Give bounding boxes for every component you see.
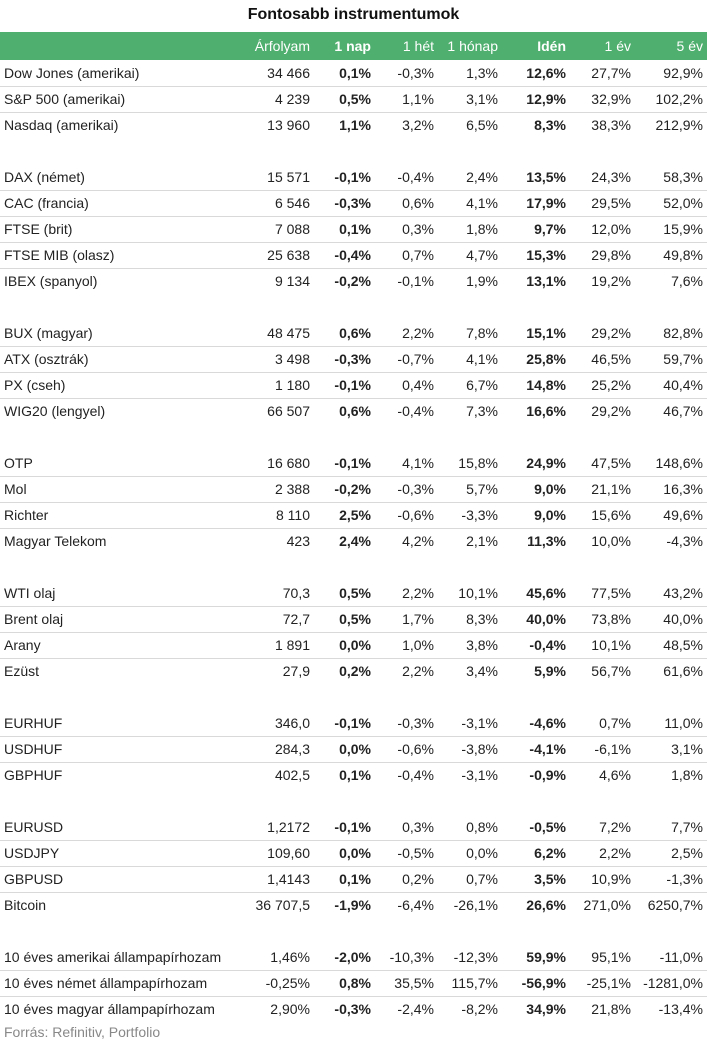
change-1month: 1,9% — [466, 273, 498, 290]
change-1day: -2,0% — [314, 944, 375, 970]
change-5year: -11,0% — [635, 944, 707, 970]
change-1month: -26,1% — [453, 897, 498, 914]
header-ytd: Idén — [537, 38, 566, 54]
change-1month: 7,8% — [438, 320, 502, 346]
change-1day: 0,1% — [339, 767, 371, 784]
change-ytd: 45,6% — [502, 580, 570, 606]
table-row — [0, 710, 707, 736]
change-1week: 2,2% — [375, 320, 438, 346]
table-row — [0, 762, 707, 788]
price: 66 507 — [267, 403, 310, 420]
change-1month: -3,8% — [438, 736, 502, 762]
change-1week: 0,6% — [375, 190, 438, 216]
instrument-name: 10 éves német állampapírhozam — [0, 970, 252, 996]
change-1day: 0,0% — [314, 736, 375, 762]
change-5year: 148,6% — [635, 450, 707, 476]
change-1year: 271,0% — [583, 897, 631, 914]
change-1month: 2,4% — [438, 164, 502, 190]
table-row — [0, 606, 707, 632]
instrument-name: BUX (magyar) — [0, 320, 252, 346]
change-1year: 10,1% — [570, 632, 635, 658]
change-5year: 11,0% — [635, 710, 707, 736]
change-5year: 48,5% — [635, 632, 707, 658]
change-1year: 21,1% — [570, 476, 635, 502]
table-row — [0, 632, 707, 658]
change-ytd: 8,3% — [534, 117, 566, 134]
change-1day: 0,5% — [314, 86, 375, 112]
table-row — [0, 164, 707, 190]
table-row — [0, 86, 707, 112]
change-1week: 0,2% — [375, 866, 438, 892]
price: 16 680 — [252, 450, 314, 476]
change-ytd: -0,9% — [529, 767, 566, 784]
price: 2,90% — [270, 1001, 310, 1018]
change-1month: -3,1% — [438, 710, 502, 736]
instrument-name: Dow Jones (amerikai) — [0, 60, 252, 86]
price: 109,60 — [252, 840, 314, 866]
table-row — [0, 528, 707, 554]
instrument-name: EURHUF — [0, 710, 252, 736]
price: 2 388 — [252, 476, 314, 502]
change-1week: 0,3% — [375, 216, 438, 242]
price: 8 110 — [252, 502, 314, 528]
change-1month: 0,8% — [438, 814, 502, 840]
change-1month: 6,7% — [438, 372, 502, 398]
change-1day: -0,3% — [314, 346, 375, 372]
change-1day: -0,3% — [314, 190, 375, 216]
change-1year: 95,1% — [570, 944, 635, 970]
change-ytd: -4,6% — [502, 710, 570, 736]
change-1year: 2,2% — [570, 840, 635, 866]
change-1week: 2,2% — [402, 663, 434, 680]
instrument-name: 10 éves amerikai állampapírhozam — [0, 944, 252, 970]
change-ytd: 12,9% — [502, 86, 570, 112]
change-1year: 19,2% — [591, 273, 631, 290]
table-row — [0, 320, 707, 346]
instrument-name: ATX (osztrák) — [0, 346, 252, 372]
table-row — [0, 216, 707, 242]
instrument-name: WTI olaj — [0, 580, 252, 606]
table-row — [0, 892, 707, 918]
change-5year: 46,7% — [663, 403, 703, 420]
header-price: Árfolyam — [254, 38, 310, 54]
change-5year: 82,8% — [635, 320, 707, 346]
change-1day: -0,1% — [314, 710, 375, 736]
change-5year: -4,3% — [666, 533, 703, 550]
change-ytd: 13,5% — [502, 164, 570, 190]
change-5year: 212,9% — [655, 117, 703, 134]
change-1month: 6,5% — [466, 117, 498, 134]
change-1week: -0,7% — [375, 346, 438, 372]
change-ytd: -0,5% — [502, 814, 570, 840]
change-1year: 29,2% — [591, 403, 631, 420]
change-1year: 15,6% — [570, 502, 635, 528]
change-1day: -0,2% — [314, 476, 375, 502]
change-1week: -0,6% — [375, 736, 438, 762]
group-spacer — [0, 554, 707, 580]
table-row — [0, 190, 707, 216]
group-spacer — [0, 138, 707, 164]
change-1week: 0,7% — [375, 242, 438, 268]
change-1month: 4,1% — [438, 346, 502, 372]
change-1year: 21,8% — [591, 1001, 631, 1018]
group-spacer — [0, 294, 707, 320]
change-1year: 27,7% — [570, 60, 635, 86]
change-1day: 0,0% — [314, 632, 375, 658]
change-1month: 7,3% — [466, 403, 498, 420]
price: 1 891 — [252, 632, 314, 658]
change-1year: 38,3% — [591, 117, 631, 134]
change-1day: 0,6% — [339, 403, 371, 420]
table-row — [0, 840, 707, 866]
change-5year: 2,5% — [635, 840, 707, 866]
instrument-name: CAC (francia) — [0, 190, 252, 216]
change-ytd: 3,5% — [502, 866, 570, 892]
change-1week: -10,3% — [375, 944, 438, 970]
instrument-name: GBPUSD — [0, 866, 252, 892]
header-1month: 1 hónap — [447, 38, 498, 54]
change-5year: 1,8% — [671, 767, 703, 784]
change-5year: 3,1% — [635, 736, 707, 762]
change-ytd: 13,1% — [526, 273, 566, 290]
change-1week: 1,0% — [375, 632, 438, 658]
change-1week: 4,1% — [375, 450, 438, 476]
price: 402,5 — [274, 767, 310, 784]
price: 34 466 — [252, 60, 314, 86]
price: 72,7 — [252, 606, 314, 632]
change-5year: 59,7% — [635, 346, 707, 372]
group-spacer — [0, 918, 707, 944]
table-header-row — [0, 32, 707, 60]
change-1month: 0,0% — [438, 840, 502, 866]
change-1month: 10,1% — [438, 580, 502, 606]
table-row — [0, 112, 707, 138]
change-1week: 0,3% — [375, 814, 438, 840]
change-5year: 49,6% — [635, 502, 707, 528]
change-1month: -8,2% — [461, 1001, 498, 1018]
change-1year: 29,5% — [570, 190, 635, 216]
change-1week: -0,4% — [375, 164, 438, 190]
change-ytd: 15,1% — [502, 320, 570, 346]
instrument-name: FTSE MIB (olasz) — [0, 242, 252, 268]
price: 36 707,5 — [255, 897, 310, 914]
instrument-name: Richter — [0, 502, 252, 528]
page-title: Fontosabb instrumentumok — [247, 6, 460, 23]
change-1day: -0,3% — [334, 1001, 371, 1018]
price: 9 134 — [274, 273, 310, 290]
change-5year: 102,2% — [635, 86, 707, 112]
change-1week: 1,1% — [375, 86, 438, 112]
price: 1,2172 — [252, 814, 314, 840]
change-1month: 1,3% — [438, 60, 502, 86]
change-ytd: -4,1% — [502, 736, 570, 762]
change-1week: -0,3% — [375, 710, 438, 736]
instruments-table — [0, 32, 707, 1022]
change-1day: 0,5% — [314, 606, 375, 632]
change-1year: 24,3% — [570, 164, 635, 190]
table-row — [0, 476, 707, 502]
table-row — [0, 450, 707, 476]
change-1year: 46,5% — [570, 346, 635, 372]
change-ytd: 17,9% — [502, 190, 570, 216]
change-1week: -0,4% — [397, 403, 434, 420]
change-1month: 8,3% — [438, 606, 502, 632]
table-row — [0, 970, 707, 996]
change-1year: 4,6% — [599, 767, 631, 784]
table-row — [0, 996, 707, 1022]
instrument-name: Arany — [0, 632, 252, 658]
change-1week: -2,4% — [397, 1001, 434, 1018]
table-row — [0, 580, 707, 606]
price: 346,0 — [252, 710, 314, 736]
table-row — [0, 398, 707, 424]
price: -0,25% — [252, 970, 314, 996]
change-1year: 10,0% — [591, 533, 631, 550]
change-ytd: 14,8% — [502, 372, 570, 398]
price: 284,3 — [252, 736, 314, 762]
change-1week: 0,4% — [375, 372, 438, 398]
instrument-name: FTSE (brit) — [0, 216, 252, 242]
price: 48 475 — [252, 320, 314, 346]
change-5year: 92,9% — [635, 60, 707, 86]
change-ytd: 25,8% — [502, 346, 570, 372]
instrument-name: Brent olaj — [0, 606, 252, 632]
table-row — [0, 736, 707, 762]
change-1week: 2,2% — [375, 580, 438, 606]
change-1day: -0,1% — [314, 164, 375, 190]
table-row — [0, 866, 707, 892]
header-1year: 1 év — [604, 38, 631, 54]
price: 423 — [286, 533, 310, 550]
change-1month: 115,7% — [438, 970, 502, 996]
change-ytd: 11,3% — [527, 533, 566, 550]
header-1week: 1 hét — [402, 38, 434, 54]
price: 1,4143 — [252, 866, 314, 892]
instrument-name: USDJPY — [0, 840, 252, 866]
instrument-name: DAX (német) — [0, 164, 252, 190]
change-5year: 61,6% — [663, 663, 703, 680]
change-5year: 7,7% — [635, 814, 707, 840]
source-note: Forrás: Refinitiv, Portfolio — [4, 1024, 161, 1040]
change-1month: 3,4% — [466, 663, 498, 680]
table-row — [0, 944, 707, 970]
change-1day: 2,4% — [339, 533, 371, 550]
instrument-name: GBPHUF — [4, 767, 63, 784]
change-1day: 0,0% — [314, 840, 375, 866]
price: 4 239 — [252, 86, 314, 112]
change-ytd: 59,9% — [502, 944, 570, 970]
change-1day: -0,1% — [314, 450, 375, 476]
change-ytd: -0,4% — [502, 632, 570, 658]
price: 6 546 — [252, 190, 314, 216]
change-1year: -6,1% — [570, 736, 635, 762]
price: 3 498 — [252, 346, 314, 372]
change-1year: 25,2% — [570, 372, 635, 398]
change-5year: 40,4% — [635, 372, 707, 398]
change-1day: -0,1% — [314, 814, 375, 840]
change-1month: 1,8% — [438, 216, 502, 242]
change-1day: 0,1% — [314, 866, 375, 892]
change-1month: 3,1% — [438, 86, 502, 112]
price: 27,9 — [282, 663, 310, 680]
change-1year: 10,9% — [570, 866, 635, 892]
change-1week: 4,2% — [402, 533, 434, 550]
instrument-name: PX (cseh) — [0, 372, 252, 398]
table-row — [0, 372, 707, 398]
change-5year: 43,2% — [635, 580, 707, 606]
change-1week: -0,5% — [375, 840, 438, 866]
change-ytd: 16,6% — [526, 403, 566, 420]
change-1day: 2,5% — [314, 502, 375, 528]
change-1year: 77,5% — [570, 580, 635, 606]
price: 15 571 — [252, 164, 314, 190]
change-5year: 58,3% — [635, 164, 707, 190]
table-row — [0, 268, 707, 294]
group-spacer — [0, 424, 707, 450]
change-5year: 16,3% — [635, 476, 707, 502]
change-1year: 12,0% — [570, 216, 635, 242]
change-1year: 0,7% — [570, 710, 635, 736]
change-1day: 0,5% — [314, 580, 375, 606]
change-ytd: 40,0% — [502, 606, 570, 632]
group-spacer — [0, 684, 707, 710]
change-ytd: 9,0% — [502, 476, 570, 502]
change-ytd: 5,9% — [534, 663, 566, 680]
change-1day: 0,1% — [314, 216, 375, 242]
change-ytd: 6,2% — [502, 840, 570, 866]
change-5year: 49,8% — [635, 242, 707, 268]
change-5year: -1281,0% — [635, 970, 707, 996]
change-1year: 29,2% — [570, 320, 635, 346]
change-ytd: 24,9% — [502, 450, 570, 476]
change-1month: -12,3% — [438, 944, 502, 970]
instrument-name: IBEX (spanyol) — [4, 273, 98, 290]
instrument-name: EURUSD — [0, 814, 252, 840]
change-1day: 1,1% — [339, 117, 371, 134]
instrument-name: 10 éves magyar állampapírhozam — [4, 1001, 215, 1018]
change-ytd: 15,3% — [502, 242, 570, 268]
change-1week: 3,2% — [402, 117, 434, 134]
table-row — [0, 60, 707, 86]
change-1week: -0,3% — [375, 476, 438, 502]
change-1week: 1,7% — [375, 606, 438, 632]
change-1day: 0,2% — [339, 663, 371, 680]
price: 1 180 — [252, 372, 314, 398]
change-ytd: 26,6% — [526, 897, 566, 914]
instrument-name: USDHUF — [0, 736, 252, 762]
price: 13 960 — [267, 117, 310, 134]
instrument-name: Nasdaq (amerikai) — [4, 117, 119, 134]
change-5year: 6250,7% — [647, 897, 703, 914]
price: 7 088 — [252, 216, 314, 242]
change-1year: 29,8% — [570, 242, 635, 268]
instrument-name: Ezüst — [4, 663, 40, 680]
instrument-name: S&P 500 (amerikai) — [0, 86, 252, 112]
change-1week: 35,5% — [375, 970, 438, 996]
change-1month: 15,8% — [438, 450, 502, 476]
change-1month: 4,7% — [438, 242, 502, 268]
change-1month: 0,7% — [438, 866, 502, 892]
change-5year: 15,9% — [635, 216, 707, 242]
table-row — [0, 346, 707, 372]
table-row — [0, 658, 707, 684]
change-5year: 52,0% — [635, 190, 707, 216]
change-1day: 0,6% — [314, 320, 375, 346]
header-5year: 5 év — [676, 38, 703, 54]
change-1year: -25,1% — [570, 970, 635, 996]
change-1month: 5,7% — [438, 476, 502, 502]
change-1week: -0,3% — [375, 60, 438, 86]
change-1day: 0,1% — [314, 60, 375, 86]
header-name — [0, 32, 252, 60]
change-1week: -0,6% — [375, 502, 438, 528]
instrument-name: OTP — [0, 450, 252, 476]
header-1day: 1 nap — [334, 38, 371, 54]
change-5year: 7,6% — [671, 273, 703, 290]
change-1month: 2,1% — [466, 533, 498, 550]
change-1year: 47,5% — [570, 450, 635, 476]
change-ytd: 9,0% — [502, 502, 570, 528]
instrument-name: Mol — [0, 476, 252, 502]
change-1day: -0,2% — [334, 273, 371, 290]
change-1month: -3,3% — [438, 502, 502, 528]
change-ytd: 34,9% — [526, 1001, 566, 1018]
change-1month: -3,1% — [461, 767, 498, 784]
change-ytd: 9,7% — [502, 216, 570, 242]
change-5year: 40,0% — [635, 606, 707, 632]
change-1month: 3,8% — [438, 632, 502, 658]
price: 25 638 — [252, 242, 314, 268]
instrument-name: Bitcoin — [4, 897, 47, 914]
instrument-name: WIG20 (lengyel) — [4, 403, 106, 420]
change-1day: -0,1% — [314, 372, 375, 398]
change-1day: -1,9% — [334, 897, 371, 914]
table-row — [0, 502, 707, 528]
change-1week: -0,1% — [397, 273, 434, 290]
table-row — [0, 242, 707, 268]
change-5year: -13,4% — [658, 1001, 703, 1018]
table-body — [0, 60, 707, 1022]
group-spacer — [0, 788, 707, 814]
change-ytd: -56,9% — [502, 970, 570, 996]
change-1month: 4,1% — [438, 190, 502, 216]
change-1year: 32,9% — [570, 86, 635, 112]
change-1year: 56,7% — [591, 663, 631, 680]
change-ytd: 12,6% — [502, 60, 570, 86]
change-5year: -1,3% — [635, 866, 707, 892]
change-1week: -0,4% — [397, 767, 434, 784]
change-1day: -0,4% — [314, 242, 375, 268]
instrument-name: Magyar Telekom — [4, 533, 107, 550]
change-1year: 7,2% — [570, 814, 635, 840]
price: 1,46% — [252, 944, 314, 970]
table-row — [0, 814, 707, 840]
change-1year: 73,8% — [570, 606, 635, 632]
price: 70,3 — [252, 580, 314, 606]
change-1day: 0,8% — [314, 970, 375, 996]
change-1week: -6,4% — [397, 897, 434, 914]
